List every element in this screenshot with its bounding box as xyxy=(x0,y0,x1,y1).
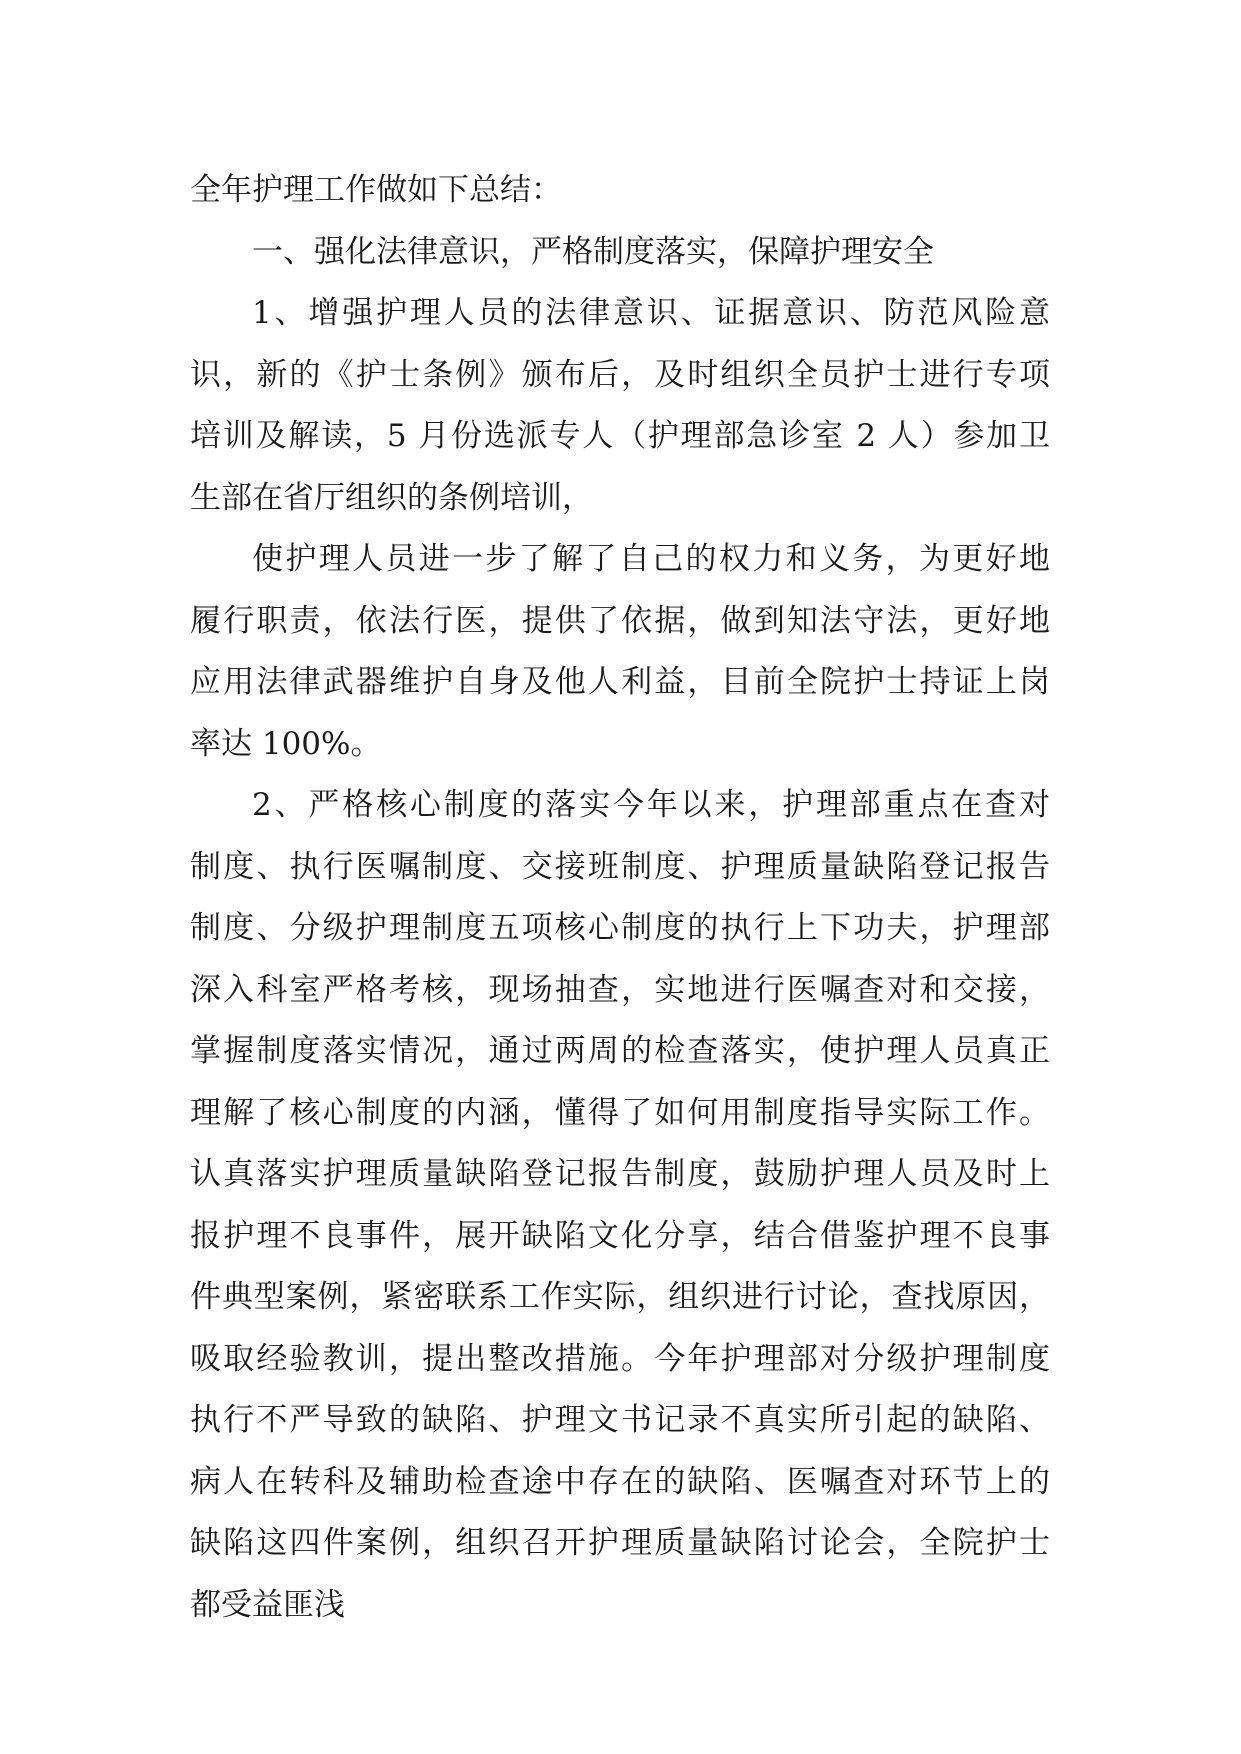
document-body xyxy=(190,160,1050,1636)
paragraph-line: 全年护理工作做如下总结： xyxy=(190,172,562,208)
paragraph-line: 使护理人员进一步了解了自己的权力和义务，为更好地 xyxy=(252,541,1050,577)
paragraph-line: 执行不严导致的缺陷、护理文书记录不真实所引起的缺陷、 xyxy=(190,1402,1050,1438)
paragraph-line: 吸取经验教训，提出整改措施。今年护理部对分级护理制度 xyxy=(190,1340,1050,1377)
paragraph-line: 制度、执行医嘱制度、交接班制度、护理质量缺陷登记报告 xyxy=(190,848,1050,885)
paragraph-line: 履行职责，依法行医，提供了依据，做到知法守法，更好地 xyxy=(190,602,1050,639)
paragraph-line: 理解了核心制度的内涵，懂得了如何用制度指导实际工作。 xyxy=(190,1094,1050,1131)
paragraph-line: 件典型案例，紧密联系工作实际，组织进行讨论，查找原因， xyxy=(190,1279,1050,1315)
paragraph-line: 都受益匪浅 xyxy=(190,1586,345,1623)
paragraph-line: 病人在转科及辅助检查途中存在的缺陷、医嘱查对环节上的 xyxy=(190,1463,1050,1500)
paragraph-line: 应用法律武器维护自身及他人利益，目前全院护士持证上岗 xyxy=(190,664,1050,700)
paragraph-line: 2、严格核心制度的落实今年以来，护理部重点在查对 xyxy=(252,787,1050,823)
section-heading: 一、强化法律意识，严格制度落实，保障护理安全 xyxy=(252,233,934,270)
paragraph-line: 率达 100%。 xyxy=(190,725,382,762)
paragraph-line: 认真落实护理质量缺陷登记报告制度，鼓励护理人员及时上 xyxy=(190,1156,1050,1192)
paragraph-line: 1、增强护理人员的法律意识、证据意识、防范风险意 xyxy=(252,295,1050,331)
paragraph-line: 生部在省厅组织的条例培训， xyxy=(190,479,593,516)
paragraph-line: 深入科室严格考核，现场抽查，实地进行医嘱查对和交接， xyxy=(190,971,1050,1008)
paragraph-line: 培训及解读，5 月份选派专人（护理部急诊室 2 人）参加卫 xyxy=(190,418,1050,454)
paragraph-line: 识，新的《护士条例》颁布后，及时组织全员护士进行专项 xyxy=(190,356,1050,393)
paragraph-line: 制度、分级护理制度五项核心制度的执行上下功夫，护理部 xyxy=(190,910,1050,946)
paragraph-line: 报护理不良事件，展开缺陷文化分享，结合借鉴护理不良事 xyxy=(190,1217,1050,1254)
paragraph-line: 缺陷这四件案例，组织召开护理质量缺陷讨论会，全院护士 xyxy=(190,1525,1050,1561)
paragraph-line: 掌握制度落实情况，通过两周的检查落实，使护理人员真正 xyxy=(190,1033,1050,1069)
